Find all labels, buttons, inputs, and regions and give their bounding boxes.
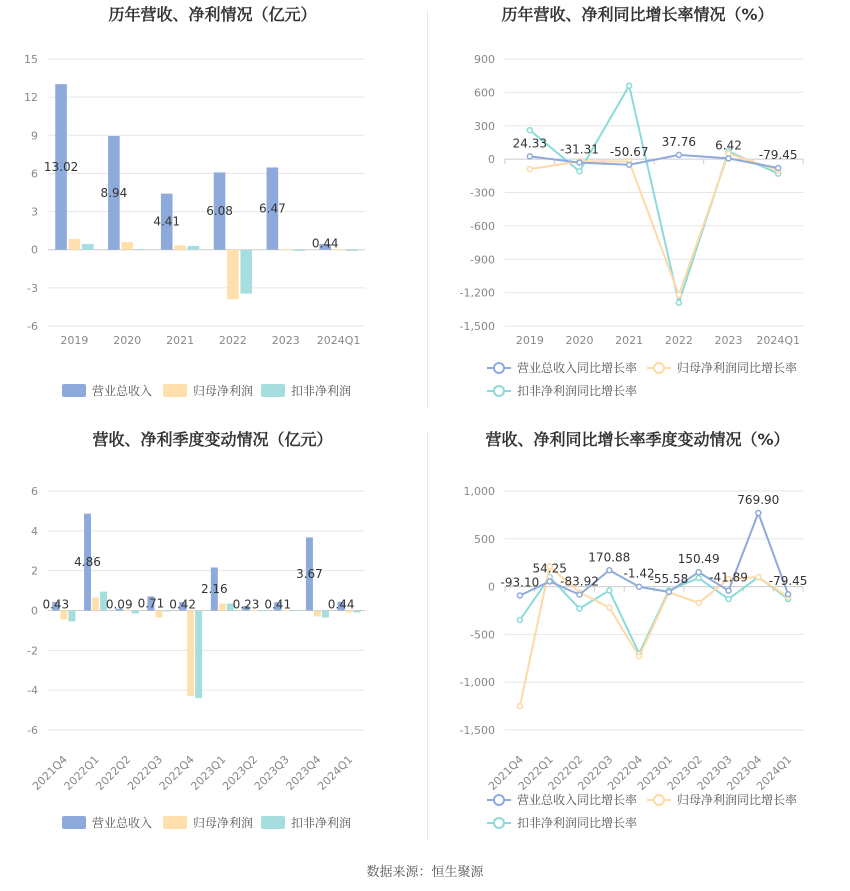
legend-marker: [654, 795, 664, 805]
x-tick-label: 2023Q4: [283, 752, 324, 793]
y-tick-label: 0: [31, 243, 38, 257]
vertical-divider-top: [427, 10, 428, 408]
x-tick-label: 2024Q1: [754, 752, 795, 793]
y-tick-label: -6: [27, 320, 38, 333]
x-tick-label: 2022Q4: [605, 752, 646, 793]
point-2022q4-s1: [637, 654, 642, 659]
point-2023q2-s2: [696, 575, 701, 580]
bar-2022q3-s1: [155, 611, 162, 618]
point-2021q4-s0: [517, 593, 522, 598]
y-tick-label: 600: [474, 86, 495, 100]
point-2022q1-s0: [547, 579, 552, 584]
y-tick-label: -600: [470, 219, 495, 233]
point-2021-s0: [627, 162, 632, 167]
legend-label: 营业总收入: [92, 816, 153, 830]
y-tick-label: 300: [474, 119, 495, 133]
annual-revenue-profit-chart: [0, 0, 425, 415]
data-label: 170.88: [588, 550, 631, 565]
point-2022q2-s0: [577, 592, 582, 597]
point-2023q4-s0: [756, 510, 761, 515]
x-tick-label: 2023Q2: [664, 752, 705, 793]
data-label: 0.43: [42, 597, 70, 612]
data-label: 8.94: [100, 185, 128, 200]
bar-2021-s1: [174, 245, 186, 249]
point-2022-s2: [676, 300, 681, 305]
data-label: 4.86: [74, 555, 101, 570]
point-2021-s2: [627, 83, 632, 88]
chart-title: 历年营收、净利同比增长率情况（%）: [501, 5, 774, 24]
data-label: -79.45: [768, 574, 808, 589]
bar-2024q1-s2: [346, 250, 358, 251]
data-label: 0.44: [311, 236, 339, 251]
point-2023q3-s0: [726, 588, 731, 593]
x-tick-label: 2022Q2: [545, 752, 586, 793]
x-tick-label: 2023Q1: [188, 752, 229, 793]
y-tick-label: 0: [488, 580, 495, 594]
bar-2023q4-s1: [314, 611, 321, 617]
legend-swatch: [163, 384, 187, 397]
point-2023q2-s0: [696, 570, 701, 575]
data-label: 0.23: [232, 597, 260, 612]
point-2023q4-s1: [756, 575, 761, 580]
point-2022-s1: [676, 292, 681, 297]
bar-2019-s1: [69, 239, 81, 250]
data-label: 6.42: [715, 138, 742, 153]
x-tick-label: 2023Q4: [724, 752, 765, 793]
bar-2021-s2: [188, 246, 200, 250]
point-2022q3-s2: [607, 588, 612, 593]
data-label: 4.41: [153, 214, 181, 229]
bar-2024q1-s2: [354, 611, 361, 613]
point-2022q4-s0: [637, 584, 642, 589]
vertical-divider-bottom: [427, 432, 428, 840]
y-tick-label: -6: [27, 724, 38, 737]
data-label: -83.92: [560, 574, 599, 589]
y-tick-label: -500: [470, 628, 495, 642]
legend-label: 归母净利润同比增长率: [677, 361, 798, 375]
legend-label: 归母净利润: [193, 384, 254, 398]
x-tick-label: 2023Q2: [220, 752, 261, 793]
x-tick-label: 2022Q3: [575, 752, 616, 793]
legend-swatch: [163, 816, 187, 829]
legend-label: 归母净利润: [193, 816, 254, 830]
data-label: 0.42: [169, 597, 196, 612]
y-tick-label: -1,500: [459, 724, 495, 737]
data-label: -1.42: [623, 566, 655, 581]
y-tick-label: 0: [31, 604, 38, 618]
y-tick-label: 900: [474, 53, 495, 66]
point-2023q2-s1: [696, 600, 701, 605]
y-tick-label: -4: [27, 684, 38, 698]
x-tick-label: 2022Q1: [515, 752, 556, 793]
x-tick-label: 2020: [565, 334, 594, 347]
x-tick-label: 2023: [271, 334, 300, 347]
bar-2022-s2: [240, 250, 252, 294]
x-tick-label: 2022: [664, 334, 693, 347]
y-tick-label: 6: [31, 167, 38, 181]
legend-label: 扣非净利润同比增长率: [517, 384, 638, 398]
data-label: -31.31: [560, 142, 599, 157]
data-label: -50.67: [609, 144, 649, 159]
x-tick-label: 2020: [113, 334, 142, 347]
bar-2020-s2: [135, 249, 147, 250]
data-label: 3.67: [296, 566, 323, 581]
legend-label: 扣非净利润: [291, 384, 352, 398]
chart-title: 营收、净利季度变动情况（亿元）: [92, 430, 333, 449]
point-2023-s0: [726, 156, 731, 161]
y-tick-label: -300: [470, 186, 495, 200]
legend-marker: [654, 363, 664, 373]
legend-label: 营业总收入同比增长率: [517, 793, 638, 807]
x-tick-label: 2022Q2: [93, 752, 134, 793]
x-tick-label: 2021: [615, 334, 644, 347]
x-tick-label: 2024Q1: [756, 334, 800, 347]
legend-marker: [494, 795, 504, 805]
point-2022-s0: [676, 152, 681, 157]
data-label: 2.16: [200, 581, 228, 596]
x-tick-label: 2021Q4: [29, 752, 70, 793]
legend-label: 扣非净利润: [291, 816, 352, 830]
x-tick-label: 2022: [218, 334, 247, 347]
x-tick-label: 2022Q3: [125, 752, 166, 793]
legend-marker: [494, 818, 504, 828]
bar-2023q1-s1: [219, 604, 226, 611]
chart-title: 历年营收、净利情况（亿元）: [108, 5, 317, 24]
data-label: 6.47: [259, 201, 286, 216]
data-label: 0.41: [264, 597, 292, 612]
legend-swatch: [261, 816, 285, 829]
source-note: 数据来源：恒生聚源: [366, 865, 484, 880]
data-label: 0.44: [327, 597, 355, 612]
x-tick-label: 2021: [166, 334, 195, 347]
data-label: 37.76: [661, 134, 697, 149]
bar-2023-s2: [293, 250, 305, 251]
quarterly-revenue-profit-chart: [0, 420, 425, 860]
point-2021q4-s2: [517, 618, 522, 623]
x-tick-label: 2023: [714, 334, 743, 347]
annual-growth-rate-chart: [425, 0, 850, 415]
x-tick-label: 2023Q3: [694, 752, 735, 793]
legend-swatch: [261, 384, 285, 397]
x-tick-label: 2019: [60, 334, 89, 347]
data-label: 13.02: [43, 159, 79, 174]
data-label: 54.25: [532, 561, 567, 576]
point-2024q1-s0: [776, 165, 781, 170]
chart-title: 营收、净利同比增长率季度变动情况（%）: [485, 430, 790, 449]
y-tick-label: -1,200: [459, 286, 495, 300]
legend-label: 扣非净利润同比增长率: [517, 816, 638, 830]
data-label: 150.49: [677, 552, 720, 567]
bar-2022q4-s2: [195, 611, 202, 699]
point-2020-s2: [577, 169, 582, 174]
bar-2023-s1: [280, 249, 292, 250]
data-label: 6.08: [206, 204, 233, 219]
series-line-1: [530, 154, 778, 295]
data-label: -79.45: [758, 147, 798, 162]
x-tick-label: 2022Q4: [156, 752, 197, 793]
bar-2019-s2: [82, 244, 94, 250]
legend-marker: [494, 386, 504, 396]
y-tick-label: 15: [24, 53, 38, 66]
bar-2023q3-s2: [290, 610, 297, 611]
data-label: -41.89: [709, 570, 748, 585]
point-2022q2-s2: [577, 606, 582, 611]
y-tick-label: 0: [488, 153, 495, 167]
legend-label: 归母净利润同比增长率: [677, 793, 798, 807]
x-tick-label: 2019: [515, 334, 544, 347]
bar-2020-s1: [121, 242, 133, 250]
y-tick-label: -3: [27, 281, 38, 295]
y-tick-label: 12: [24, 91, 38, 105]
bar-2022-s1: [227, 250, 239, 300]
x-tick-label: 2024Q1: [315, 752, 356, 793]
bar-2021q4-s2: [68, 611, 75, 622]
data-label: 0.09: [105, 597, 133, 612]
data-label: 24.33: [512, 136, 548, 151]
point-2019-s2: [527, 128, 532, 133]
y-tick-label: 3: [31, 205, 38, 219]
y-tick-label: -1,500: [459, 320, 495, 333]
point-2024q1-s0: [786, 592, 791, 597]
x-tick-label: 2023Q1: [634, 752, 676, 793]
bar-2022q1-s1: [92, 598, 99, 611]
legend-swatch: [62, 384, 86, 397]
quarterly-growth-rate-chart: [425, 420, 850, 860]
y-tick-label: -2: [27, 644, 38, 658]
data-label: -93.10: [500, 575, 540, 590]
bar-2022q4-s1: [187, 611, 194, 697]
y-tick-label: -1,000: [459, 676, 495, 690]
legend-label: 营业总收入同比增长率: [517, 361, 638, 375]
data-label: -55.58: [649, 571, 689, 586]
data-label: 0.71: [137, 596, 165, 611]
x-tick-label: 2023Q3: [251, 752, 292, 793]
point-2022q3-s0: [607, 568, 612, 573]
point-2020-s0: [577, 160, 582, 165]
point-2022q3-s1: [607, 605, 612, 610]
y-tick-label: 1,000: [463, 485, 495, 498]
x-tick-label: 2021Q4: [485, 752, 527, 793]
y-tick-label: 4: [31, 524, 38, 538]
point-2019-s0: [527, 154, 532, 159]
legend-label: 营业总收入: [92, 384, 153, 398]
bar-2023q4-s2: [322, 611, 329, 618]
legend-marker: [494, 363, 504, 373]
series-line-2: [530, 86, 778, 303]
bar-2022q2-s2: [132, 611, 139, 614]
point-2023q1-s0: [666, 589, 671, 594]
x-tick-label: 2022Q1: [61, 752, 102, 793]
point-2021q4-s1: [517, 704, 522, 709]
point-2023q3-s2: [726, 597, 731, 602]
y-tick-label: 9: [31, 129, 38, 143]
y-tick-label: -900: [470, 253, 495, 267]
y-tick-label: 2: [31, 564, 38, 578]
bar-2021q4-s1: [60, 611, 67, 620]
legend-swatch: [62, 816, 86, 829]
y-tick-label: 500: [474, 532, 495, 546]
point-2019-s1: [527, 167, 532, 172]
y-tick-label: 6: [31, 485, 38, 498]
x-tick-label: 2024Q1: [316, 334, 361, 347]
data-label: 769.90: [737, 492, 780, 507]
